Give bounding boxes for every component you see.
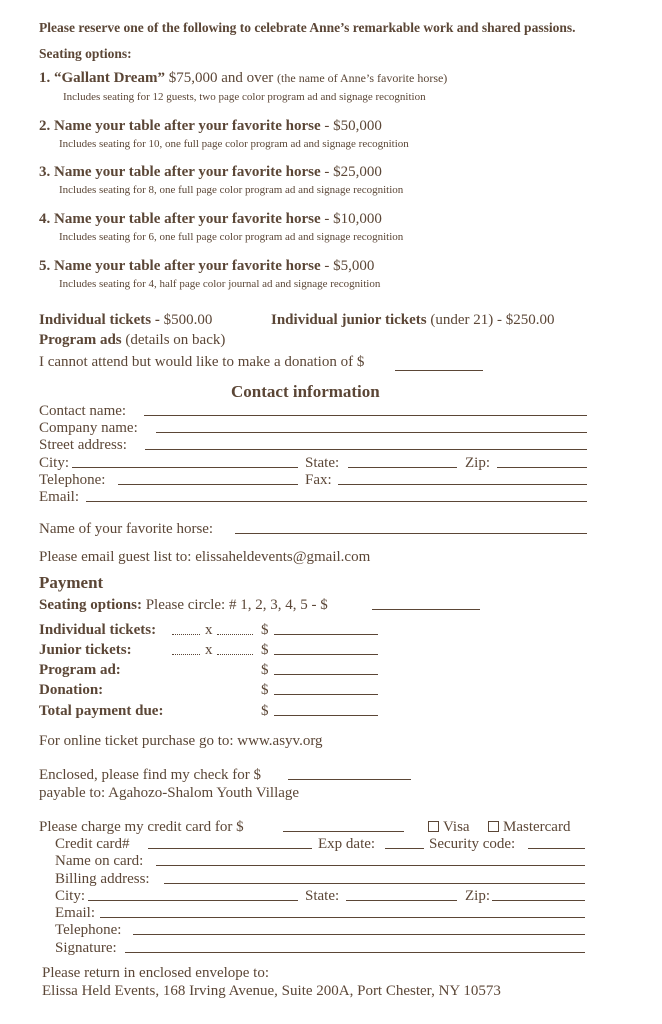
- name-on-card-field[interactable]: [156, 865, 585, 866]
- horse-name-label: Name of your favorite horse:: [39, 521, 214, 537]
- state-field[interactable]: [348, 467, 457, 468]
- payment-junior-label: Junior tickets:: [39, 642, 132, 658]
- individual-total-field[interactable]: [274, 634, 378, 635]
- checkbox-icon: [488, 821, 499, 832]
- junior-tickets-note: (under 21): [430, 312, 494, 328]
- contact-heading: Contact information: [231, 382, 380, 401]
- dollar-label: $: [261, 662, 269, 678]
- individual-tickets-label: Individual tickets -: [39, 312, 160, 328]
- payment-program-ad-label: Program ad:: [39, 662, 121, 678]
- program-ads-label: Program ads: [39, 332, 122, 348]
- street-address-field[interactable]: [145, 449, 587, 450]
- payment-heading: Payment: [39, 573, 104, 592]
- payment-seating-label: Seating options:: [39, 597, 142, 613]
- payment-individual-label: Individual tickets:: [39, 622, 157, 638]
- check-line-2: payable to: Agahozo-Shalom Youth Village: [39, 785, 300, 801]
- dollar-label: $: [261, 703, 269, 719]
- donation-total-field[interactable]: [274, 694, 378, 695]
- charge-amount-field[interactable]: [283, 831, 404, 832]
- option-price: - $50,000: [324, 118, 382, 134]
- junior-qty-field[interactable]: [172, 654, 200, 655]
- horse-name-field[interactable]: [235, 533, 587, 534]
- zip-label: Zip:: [465, 455, 490, 471]
- seating-amount-field[interactable]: [372, 609, 480, 610]
- return-line-1: Please return in enclosed envelope to:: [42, 965, 270, 981]
- card-number-label: Credit card#: [55, 836, 130, 852]
- company-name-field[interactable]: [156, 432, 587, 433]
- street-address-label: Street address:: [39, 437, 127, 453]
- billing-telephone-label: Telephone:: [55, 922, 122, 938]
- x-label: x: [205, 622, 213, 638]
- dollar-label: $: [261, 642, 269, 658]
- option-2[interactable]: [39, 118, 382, 135]
- fax-label: Fax:: [305, 472, 332, 488]
- visa-checkbox[interactable]: [428, 819, 470, 836]
- intro-text: Please reserve one of the following to celebrate Anne’s remarkable work and shared passions.: [39, 20, 576, 35]
- payment-seating-text: Please circle: # 1, 2, 3, 4, 5 - $: [145, 597, 328, 613]
- company-name-label: Company name:: [39, 420, 138, 436]
- zip-field[interactable]: [497, 467, 587, 468]
- state-label: State:: [305, 455, 340, 471]
- telephone-field[interactable]: [118, 484, 298, 485]
- check-amount-field[interactable]: [288, 779, 411, 780]
- contact-name-label: Contact name:: [39, 403, 127, 419]
- guest-list-text: Please email guest list to: elissaheldevents@gmail.com: [39, 549, 371, 565]
- mastercard-checkbox[interactable]: [488, 819, 570, 836]
- option-1-desc: Includes seating for 12 guests, two page color program ad and signage recognition: [63, 91, 426, 103]
- charge-card-label: Please charge my credit card for $: [39, 819, 244, 835]
- option-title: “Gallant Dream”: [54, 70, 165, 86]
- option-3-desc: Includes seating for 8, one full page color program ad and signage recognition: [59, 184, 404, 196]
- option-3[interactable]: [39, 164, 382, 181]
- exp-date-label: Exp date:: [318, 836, 376, 852]
- option-title: Name your table after your favorite horse: [54, 118, 321, 134]
- individual-tickets: [39, 312, 212, 329]
- security-code-field[interactable]: [528, 848, 585, 849]
- billing-zip-field[interactable]: [492, 900, 585, 901]
- individual-price-field[interactable]: [217, 634, 253, 635]
- email-field[interactable]: [86, 501, 587, 502]
- visa-label: Visa: [443, 819, 470, 835]
- x-label: x: [205, 642, 213, 658]
- option-price: $75,000 and over: [168, 70, 274, 86]
- billing-state-label: State:: [305, 888, 340, 904]
- billing-zip-label: Zip:: [465, 888, 490, 904]
- online-purchase-text: For online ticket purchase go to: www.asyv.org: [39, 733, 323, 749]
- billing-email-field[interactable]: [100, 917, 585, 918]
- option-5-desc: Includes seating for 4, half page color journal ad and signage recognition: [59, 278, 381, 290]
- seating-heading: Seating options:: [39, 46, 132, 61]
- individual-qty-field[interactable]: [172, 634, 200, 635]
- contact-name-field[interactable]: [144, 415, 587, 416]
- billing-city-label: City:: [55, 888, 86, 904]
- junior-tickets-price: - $250.00: [497, 312, 555, 328]
- option-number: 5.: [39, 258, 51, 274]
- option-title: Name your table after your favorite horse: [54, 211, 321, 227]
- individual-tickets-price: $500.00: [163, 312, 213, 328]
- payment-seating: [39, 597, 328, 614]
- option-number: 2.: [39, 118, 51, 134]
- signature-label: Signature:: [55, 940, 117, 956]
- junior-price-field[interactable]: [217, 654, 253, 655]
- payment-total-label: Total payment due:: [39, 703, 164, 719]
- donation-amount-field[interactable]: [395, 370, 483, 371]
- junior-tickets: [271, 312, 555, 329]
- dollar-label: $: [261, 622, 269, 638]
- junior-total-field[interactable]: [274, 654, 378, 655]
- telephone-label: Telephone:: [39, 472, 106, 488]
- option-2-desc: Includes seating for 10, one full page color program ad and signage recognition: [59, 138, 409, 150]
- junior-tickets-label: Individual junior tickets: [271, 312, 427, 328]
- option-number: 4.: [39, 211, 51, 227]
- option-note: (the name of Anne’s favorite horse): [277, 71, 448, 85]
- option-4[interactable]: [39, 211, 382, 228]
- name-on-card-label: Name on card:: [55, 853, 144, 869]
- return-line-2: Elissa Held Events, 168 Irving Avenue, Suite 200A, Port Chester, NY 10573: [42, 983, 501, 999]
- option-title: Name your table after your favorite horse: [54, 258, 321, 274]
- fax-field[interactable]: [338, 484, 587, 485]
- total-payment-field[interactable]: [274, 715, 378, 716]
- option-number: 1.: [39, 70, 51, 86]
- city-label: City:: [39, 455, 70, 471]
- billing-address-field[interactable]: [164, 883, 585, 884]
- email-label: Email:: [39, 489, 79, 505]
- program-ads: [39, 332, 225, 349]
- exp-date-field[interactable]: [385, 848, 424, 849]
- dollar-label: $: [261, 682, 269, 698]
- option-1[interactable]: [39, 70, 447, 87]
- option-price: - $10,000: [324, 211, 382, 227]
- donation-text: I cannot attend but would like to make a donation of $: [39, 354, 365, 370]
- option-title: Name your table after your favorite horse: [54, 164, 321, 180]
- payment-donation-label: Donation:: [39, 682, 104, 698]
- signature-field[interactable]: [125, 952, 585, 953]
- billing-city-field[interactable]: [88, 900, 298, 901]
- mastercard-label: Mastercard: [503, 819, 571, 835]
- billing-email-label: Email:: [55, 905, 95, 921]
- security-code-label: Security code:: [429, 836, 516, 852]
- option-price: - $5,000: [324, 258, 375, 274]
- program-ad-total-field[interactable]: [274, 674, 378, 675]
- billing-address-label: Billing address:: [55, 871, 150, 887]
- option-5[interactable]: [39, 258, 374, 275]
- option-price: - $25,000: [324, 164, 382, 180]
- option-4-desc: Includes seating for 6, one full page color program ad and signage recognition: [59, 231, 404, 243]
- billing-state-field[interactable]: [346, 900, 457, 901]
- checkbox-icon: [428, 821, 439, 832]
- option-number: 3.: [39, 164, 51, 180]
- check-line-1: Enclosed, please find my check for $: [39, 767, 262, 783]
- card-number-field[interactable]: [148, 848, 312, 849]
- billing-telephone-field[interactable]: [133, 934, 585, 935]
- program-ads-note: (details on back): [125, 332, 226, 348]
- city-field[interactable]: [72, 467, 298, 468]
